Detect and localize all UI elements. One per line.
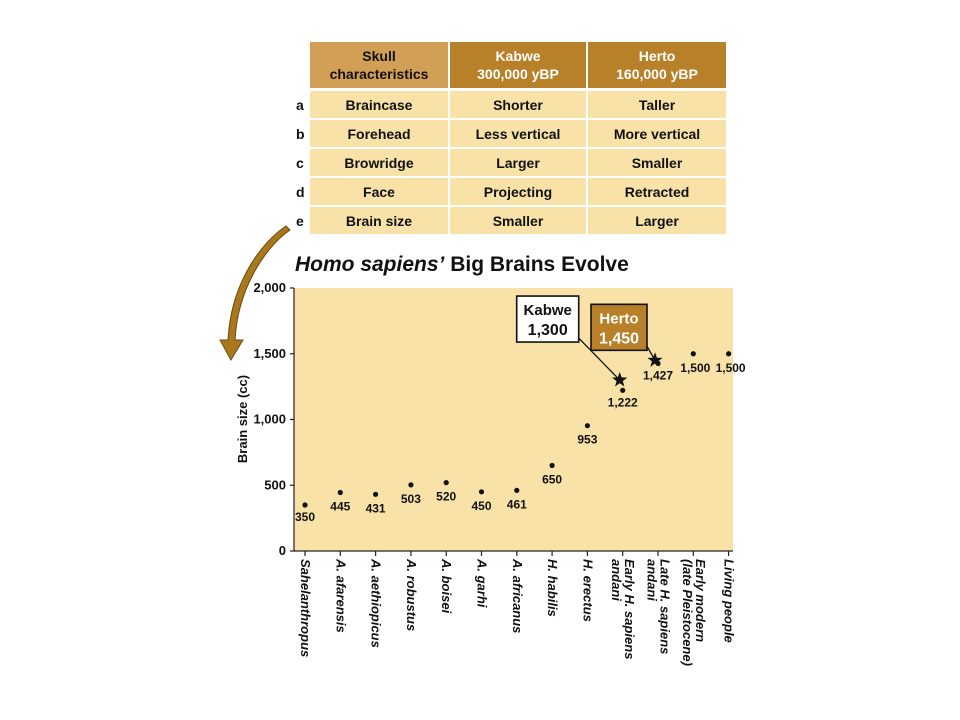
data-point — [550, 463, 555, 468]
trait-cell: Face — [310, 178, 448, 207]
x-tick-label-line: Living people — [721, 559, 737, 643]
x-tick-label — [645, 559, 673, 654]
data-point — [514, 488, 519, 493]
y-axis-label: Brain size (cc) — [235, 374, 250, 464]
row-key: c — [282, 149, 308, 178]
row-key: e — [282, 207, 308, 236]
row-key: d — [282, 178, 308, 207]
trait-cell: Browridge — [310, 149, 448, 178]
data-label: 953 — [577, 432, 598, 447]
x-tick-label — [333, 558, 348, 633]
x-tick-label — [475, 558, 490, 608]
x-tick-label-line: andani — [644, 559, 660, 601]
header-line: 300,000 yBP — [477, 66, 559, 82]
chart-title-italic: Homo sapiens’ — [295, 253, 445, 276]
x-tick-label-line: A. africanus — [509, 559, 525, 634]
x-tick-label — [298, 559, 313, 657]
data-label: 520 — [436, 489, 457, 504]
x-tick-label-line: H. habilis — [545, 559, 561, 617]
x-tick-label — [545, 559, 560, 617]
x-tick-label-line: Late H. sapiens — [657, 559, 673, 655]
x-tick-label-line: andani — [609, 559, 625, 601]
kabwe-cell: Less vertical — [450, 120, 586, 149]
data-point — [479, 489, 484, 494]
herto-cell: Retracted — [588, 178, 726, 207]
x-tick-label — [439, 558, 454, 614]
x-tick-label-line: A. afarensis — [333, 559, 349, 633]
data-label: 1,500 — [680, 360, 711, 375]
x-tick-label — [680, 559, 708, 666]
herto-cell: Larger — [588, 207, 726, 236]
data-label: 1,427 — [642, 368, 674, 383]
y-tick-label: 1,000 — [253, 411, 286, 427]
header-line: Kabwe — [495, 48, 541, 64]
data-point — [691, 351, 696, 356]
row-key: b — [282, 120, 308, 149]
x-tick-label-line: (late Pleistocene) — [679, 559, 695, 666]
x-tick-label — [404, 558, 419, 631]
trait-cell: Brain size — [310, 207, 448, 236]
data-label: 450 — [471, 498, 492, 513]
data-point — [408, 482, 413, 487]
trait-cell: Braincase — [310, 91, 448, 120]
data-point — [302, 502, 307, 507]
data-point — [620, 388, 625, 393]
data-label: 1,222 — [607, 395, 638, 410]
callout-value: 1,450 — [598, 330, 640, 348]
data-label: 461 — [506, 497, 527, 512]
herto-cell: More vertical — [588, 120, 726, 149]
y-tick-label: 500 — [264, 477, 286, 493]
x-tick-label-line: Early H. sapiens — [622, 559, 638, 660]
y-tick-label: 2,000 — [253, 280, 286, 295]
kabwe-cell: Shorter — [450, 91, 586, 120]
data-point — [338, 490, 343, 495]
header-line: characteristics — [329, 66, 429, 82]
x-tick-label-line: A. aethiopicus — [368, 559, 384, 648]
data-point — [585, 423, 590, 428]
callout-name: Herto — [599, 310, 639, 328]
x-tick-label-line: H. erectus — [580, 559, 596, 622]
data-point — [444, 480, 449, 485]
data-label: 445 — [330, 499, 351, 514]
plot-area — [294, 288, 733, 551]
x-tick-label-line: A. garhi — [474, 559, 490, 608]
header-line: Skull — [362, 48, 396, 64]
row-key: a — [282, 91, 308, 120]
y-tick-label: 1,500 — [253, 345, 286, 361]
header-line: 160,000 yBP — [616, 66, 698, 82]
x-tick-label — [369, 558, 384, 648]
data-point — [373, 492, 378, 497]
data-label: 503 — [400, 491, 421, 506]
kabwe-cell: Larger — [450, 149, 586, 178]
x-tick-label — [510, 558, 525, 633]
x-tick-label-line: A. boisei — [439, 559, 455, 614]
data-point — [726, 351, 731, 356]
herto-cell: Taller — [588, 91, 726, 120]
data-label: 650 — [542, 472, 563, 487]
trait-cell: Forehead — [310, 120, 448, 149]
data-label: 350 — [294, 509, 316, 524]
x-tick-label — [609, 559, 637, 659]
data-label: 431 — [365, 501, 386, 516]
callout-value: 1,300 — [527, 322, 568, 340]
x-tick-label — [722, 559, 737, 643]
herto-cell: Smaller — [588, 149, 726, 178]
kabwe-cell: Projecting — [450, 178, 586, 207]
data-label: 1,500 — [715, 360, 746, 375]
chart-title-rest: Big Brains Evolve — [444, 253, 629, 276]
x-tick-label — [580, 559, 595, 622]
callout-name: Kabwe — [523, 302, 572, 320]
y-tick-label: 0 — [278, 543, 286, 558]
x-tick-label-line: Sahelanthropus — [298, 559, 313, 658]
kabwe-cell: Smaller — [450, 207, 586, 236]
x-tick-label-line: Early modern — [692, 559, 708, 643]
header-line: Herto — [638, 48, 676, 64]
x-tick-label-line: A. robustus — [403, 559, 419, 632]
